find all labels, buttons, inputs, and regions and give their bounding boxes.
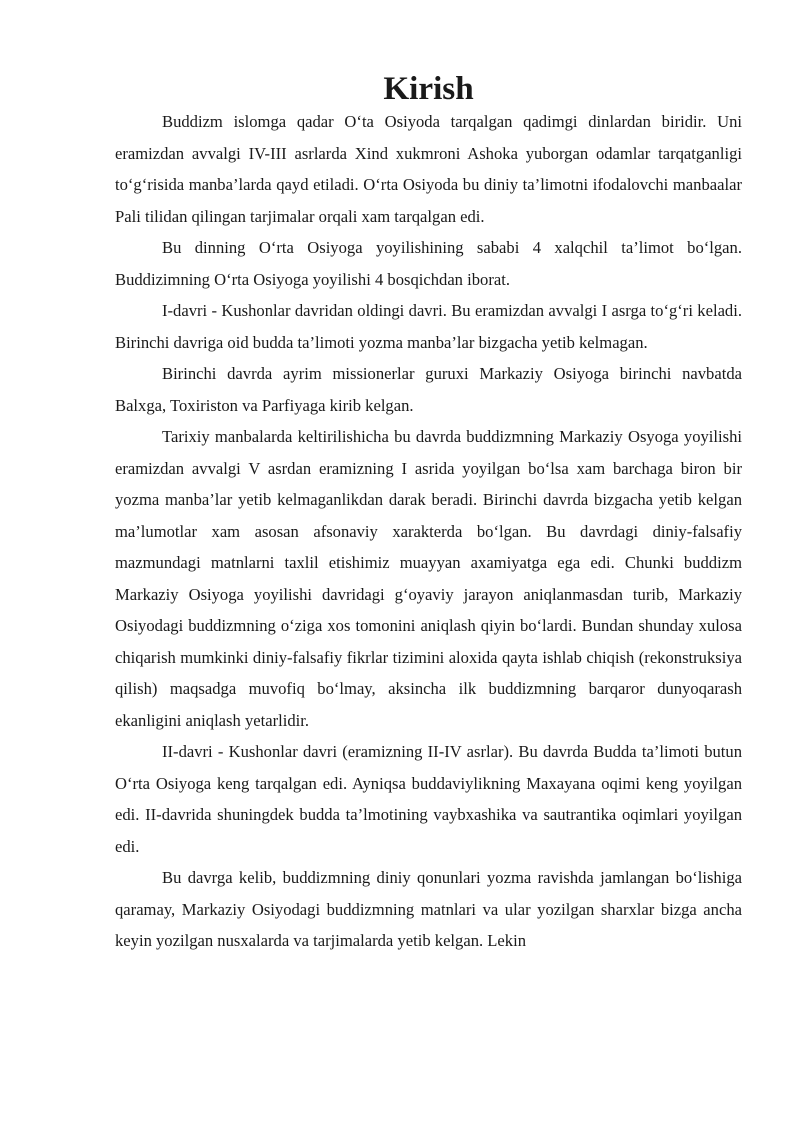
paragraph-2: Bu dinning O‘rta Osiyoga yoyilishining sababi 4 xalqchil ta’limot bo‘lgan. Buddizimning O‘rta Osiyoga yoyilishi 4 bosqichdan iborat. xyxy=(115,238,742,289)
document-page xyxy=(115,70,742,957)
page-title: Kirish xyxy=(383,70,474,107)
paragraph-7: Bu davrga kelib, buddizmning diniy qonunlari yozma ravishda jamlangan bo‘lishiga qaramay, Markaziy Osiyodagi buddizmning matnlari va ular yozilgan sharxlar bizga ancha keyin yozilgan nusxalarda va tarjimalarda yetib kelgan. Lekin xyxy=(115,868,742,950)
paragraph-4: Birinchi davrda ayrim missionerlar guruxi Markaziy Osiyoga birinchi navbatda Balxga, Toxiriston va Parfiyaga kirib kelgan. xyxy=(115,364,742,415)
paragraph-1: Buddizm islomga qadar O‘ta Osiyoda tarqalgan qadimgi dinlardan biridir. Uni eramizdan avvalgi IV-III asrlarda Xind xukmroni Ashoka yuborgan odamlar tarqatganligi to‘g‘risida manba’larda qayd etiladi. O‘rta Osiyoda bu diniy ta’limotni ifodalovchi manbaalar Pali tilidan qilingan tarjimalar orqali xam tarqalgan edi. xyxy=(115,112,742,226)
paragraph-5: Tarixiy manbalarda keltirilishicha bu davrda buddizmning Markaziy Osyoga yoyilishi eramizdan avvalgi V asrdan eramizning I asrida yoyilgan bo‘lsa xam barchaga biron bir yozma manba’lar yetib kelmaganlikdan darak beradi. Birinchi davrda bizgacha yetib kelgan ma’lumotlar xam asosan afsonaviy xarakterda bo‘lgan. Bu davrdagi diniy-falsafiy mazmundagi matnlarni taxlil etishimiz muayyan axamiyatga ega edi. Chunki buddizm Markaziy Osiyoga yoyilishi davridagi g‘oyaviy jarayon aniqlanmasdan turib, Markaziy Osiyodagi buddizmning o‘ziga xos tomonini aniqlash qiyin bo‘lardi. Bundan shunday xulosa chiqarish mumkinki diniy-falsafiy fikrlar tizimini aloxida qayta ishlab chiqish (rekonstruksiya qilish) maqsadga muvofiq bo‘lmay, aksincha ilk buddizmning barqaror dunyoqarash ekanligini aniqlash yetarlidir. xyxy=(115,427,742,730)
paragraph-3: I-davri - Kushonlar davridan oldingi davri. Bu eramizdan avvalgi I asrga to‘g‘ri keladi. Birinchi davriga oid budda ta’limoti yozma manba’lar bizgacha yetib kelmagan. xyxy=(115,301,742,352)
paragraph-6: II-davri - Kushonlar davri (eramizning II-IV asrlar). Bu davrda Budda ta’limoti butun O‘rta Osiyoga keng tarqalgan edi. Ayniqsa buddaviylikning Maxayana oqimi keng yoyilgan edi. II-davrida shuningdek budda ta’lmotining vaybxashika va sautrantika oqimlari yoyilgan edi. xyxy=(115,742,742,856)
